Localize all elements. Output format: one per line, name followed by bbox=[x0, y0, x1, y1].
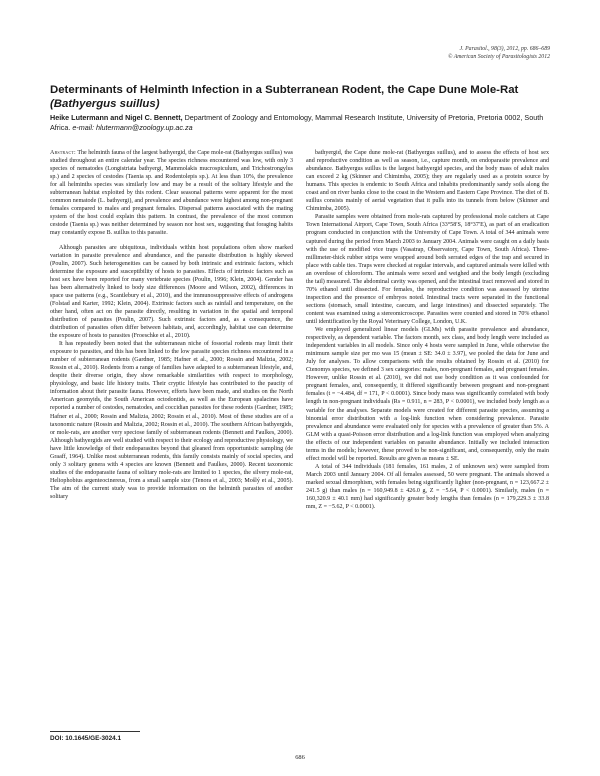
footnote-divider bbox=[50, 731, 140, 732]
abstract-text: The helminth fauna of the largest bathyergid, the Cape mole-rat (Bathyergus suillus) was studied throughout an entire calendar year. The species richness encountered was low, with only 3 species of nematodes (Longistriata bathyergi, Mammolakis mucrospiculum, and Trichostrongylus sp.) and 2 species of cestodes (Taenia sp. and Rodentolepis sp.). At less than 10%, the prevalence for all helminths species was similarly low and may be a result of the solitary lifestyle and the subterranean habitat exploited by this rodent. Clear seasonal patterns were apparent for the most common nematode (L. bathyergi), and prevalence and abundance were highest among non-pregnant females compared to males and pregnant females. Dispersal patterns associated with the mating system of the host could explain this pattern. In contrast, the prevalence of the most common cestode (Taenia sp.) was neither determined by season nor host sex, suggesting that foraging habits may constantly expose B. suillus to this parasite. bbox=[50, 150, 293, 237]
doi: DOI: 10.1645/GE-3024.1 bbox=[50, 735, 122, 742]
author-names: Heike Lutermann and Nigel C. Bennett, bbox=[50, 113, 183, 122]
body-paragraph: Although parasites are ubiquitous, individuals within host populations often show marked variation in parasite prevalence and abundance, and the parasite distribution is highly skewed (Poulin, 2007). Such heterogeneities can be caused by both intrinsic and extrinsic factors, which determine the exposure and susceptibility of hosts to parasites. Effects of intrinsic factors such as host sex have been reported for many vertebrate species (Poulin, 1996; Klein, 2004). Gender has has been alternatively linked to body size differences (Moore and Wilson, 2002), differences in space use patterns (e.g., Scantlebury et al., 2010), and the immunosuppressive effects of androgens (Folstad and Karter, 1992; Klein, 2004). Extrinsic factors such as rainfall and temperature, on the other hand, often act on the parasite directly, resulting in variation in the spatial and temporal distribution of parasites (Poulin, 2007). Such extrinsic factors and, as a consequence, the distribution of parasites often differ between habitats, and, accordingly, habitat use can determine the exposure of hosts to parasites (Froeschke et al., 2010). bbox=[50, 244, 293, 340]
abstract bbox=[50, 149, 293, 238]
author-block bbox=[50, 113, 550, 133]
article-title bbox=[50, 83, 550, 111]
left-column bbox=[50, 149, 293, 501]
body-paragraph: bathyergid, the Cape dune mole-rat (Bathyergus suillus), and to assess the effects of host sex and reproductive condition as well as season, i.e., capture month, on endoparasite prevalence and abundance. Bathyergus suillus is the largest bathyergid species, and the body mass of adult males can exceed 2 kg (Skinner and Chimimba, 2005); they are regularly used as a protein source by humans. This species is endemic to South Africa and inhabits predominantly sandy soils along the coast and on river banks close to the coast in the Western and Eastern Cape Province. The diet of B. suillus consists mainly of aerial vegetation that it pulls into its tunnels from below (Skinner and Chimimba, 2005). bbox=[306, 150, 549, 213]
author-email: hlutermann@zoology.up.ac.za bbox=[95, 123, 193, 132]
body-paragraph: Parasite samples were obtained from mole-rats captured by professional mole catchers at Cape Town International Airport, Cape Town, South Africa (33°58′S, 18°37′E), as part of an eradication program conducted in conjunction with the University of Cape Town. A total of 344 animals were captured during the period from March 2003 to January 2004. Animals were caught on a daily basis with the use of modified vice traps (Vasatrap, Observatory, Cape Town, South Africa). Three-millimeter-thick rubber strips were wrapped around both serrated edges of the trap and secured in place with cable ties. Traps were checked at regular intervals, and captured animals were killed with an overdose of chloroform. The animals were sexed and weighed and the body length (excluding the tail) measured. The abdominal cavity was opened, and the intestinal tract removed and stored in 70% ethanol until dissected. For females, the reproductive condition was assessed by uterine inspection and the presence of embryos noted. Intestinal tracts were separated in the functional sections (stomach, small intestine, caecum, and large intestines) and dissected separately. The content was examined using a stereomicroscope. Parasites were counted and stored in 70% ethanol until identification by the Royal Veterinary College, London, U.K. bbox=[306, 214, 549, 325]
page-number: 686 bbox=[295, 754, 305, 761]
abstract-label: Abstract: bbox=[50, 150, 76, 156]
body-paragraph: We employed generalized linear models (GLMs) with parasite prevalence and abundance, respectively, as dependent variable. The factors month, sex class, and body length were included as independent variables in all models. Since only 4 hosts were sampled in June, while otherwise the minimum sample size per mo was 15 (mean ± SE: 34.0 ± 3.97), we pooled the data for June and July for analyses. To allow comparisons with the results obtained by Rossin et al. (2010) for Ctenomys species, we defined 3 sex categories: males, non-pregnant females, and pregnant females. However, unlike Rossin et al. (2010), we did not use body condition as it was confounded for pregnant females, and, consequently, it differed significantly between pregnant and non-pregnant females (t = −4.484, df = 171, P < 0.0001). Since body mass was significantly correlated with body length in non-pregnant individuals (Rs = 0.911, n = 283, P < 0.0001), we included body length as a variable for the analyses. Separate models were created for different parasite species, assuming a binomial error distribution with a log-link function when considering prevalence. Parasite prevalence and abundance were evaluated only for species with a prevalence of greater than 5%. A GLM with a quasi-Poisson error distribution and a log-link function was employed when analyzing the effects of our independent variables on parasite abundance. Initially we included interaction terms in the models; however, these proved to be non-significant, and, consequently, only the main effect model will be reported. Results are given as means ± SE. bbox=[306, 327, 549, 462]
article-title-text: Determinants of Helminth Infection in a Subterranean Rodent, the Cape Dune Mole-Rat bbox=[50, 84, 519, 96]
body-paragraph: It has repeatedly been noted that the subterranean niche of fossorial rodents may limit their exposure to parasites, and this has been linked to the low parasite species richness encountered in a number of subterranean rodents (Gardner, 1985; Hafner et al., 2000; Rossin and Malizia, 2002; Rossin et al., 2010). Rodents from a range of families have adapted to a subterranean lifestyle, and, despite their diverse origin, they show remarkable similarities with respect to morphology, physiology, and basic life history traits. Their cryptic lifestyle has contributed to the paucity of information about their parasite fauna. However, efforts have been made, and studies on the North American geomyids, the South American octodontids, as well as the European spalacines have reported a number of cestodes, nematodes, and coccidian parasites for these rodents (Gardner, 1985; Hafner et al., 2000; Rossin and Malizia, 2002; Rossin et al., 2010). Most of these studies are of a taxonomic nature (Rossin and Malizia, 2002; Rossin et al., 2010). The southern African bathyergids, or mole-rats, are another very speciose family of subterranean rodents (Bennett and Faulkes, 2000). Although bathyergids are well studied with respect to their ecology and reproductive physiology, we have little knowledge of their endoparasites beyond that gleaned from opportunistic sampling (de Graaff, 1964). Unlike most subterranean rodents, this family consists mainly of social species, and only 3 solitary genera with 4 species are known (Bennett and Faulkes, 2000). Recent taxonomic studies of the endoparasite fauna of solitary mole-rats are limited to 1 species, the silvery mole-rat, Heliophobius argenteocinereus, from a small sample size (Tenora et al., 2003; Mošlý et al., 2005). The aim of the current study was to provide information on the helminth parasites of another solitary bbox=[50, 341, 293, 500]
email-label: e-mail: bbox=[72, 123, 94, 132]
right-column bbox=[306, 149, 549, 511]
author-affiliation: Department of Zoology and Entomology, Mammal Research Institute, University of Pretoria, Pretoria 0002, South Africa. bbox=[50, 113, 544, 132]
journal-volume-line: J. Parasitol., 98(3), 2012, pp. 686–689 bbox=[459, 46, 550, 52]
article-title-species: (Bathyergus suillus) bbox=[50, 98, 160, 110]
body-paragraph: A total of 344 individuals (181 females, 161 males, 2 of unknown sex) were sampled from March 2003 until January 2004. Of all females assessed, 50 were pregnant. The animals showed a marked sexual dimorphism, with females being significantly lighter (non-pregnant, n = 123,667.2 ± 241.5 g) than males (n = 160,949.8 ± 426.0 g, Z = −5.64, P < 0.0001). Similarly, males (n = 160,320.9 ± 40.1 mm) had significantly greater body lengths than females (n = 179,229.3 ± 33.8 mm, Z = −5.62, P < 0.0001). bbox=[306, 463, 549, 511]
journal-citation bbox=[330, 45, 550, 61]
journal-copyright-line: © American Society of Parasitologists 2012 bbox=[447, 54, 550, 60]
